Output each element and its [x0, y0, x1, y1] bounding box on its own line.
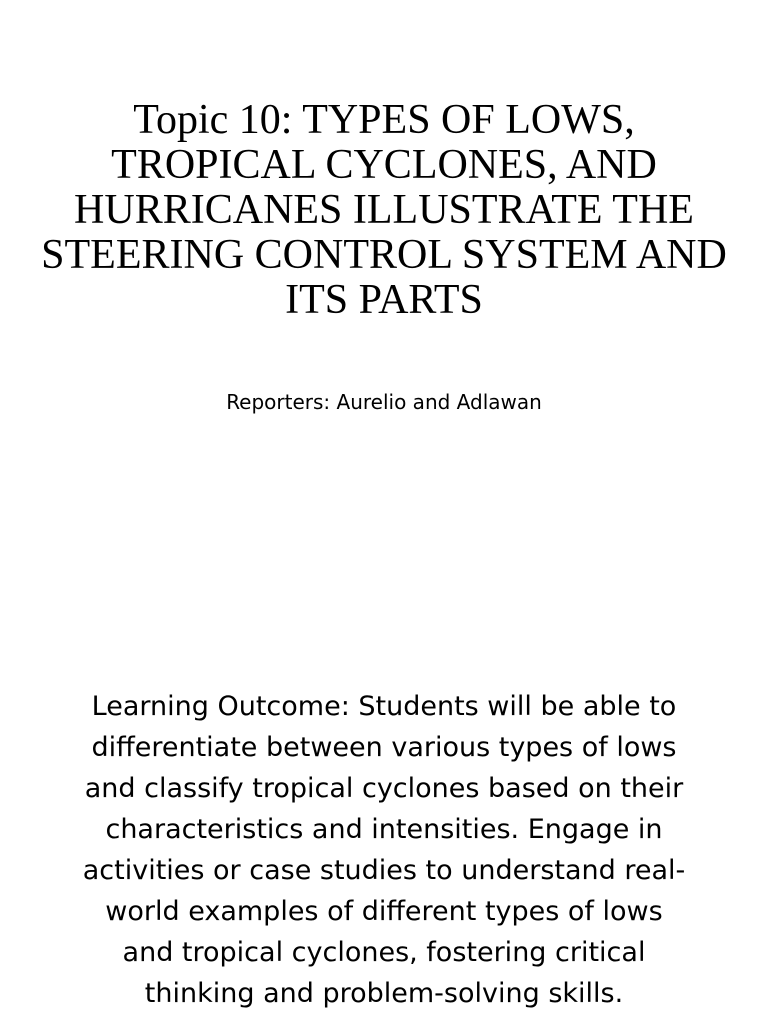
outcome-line: activities or case studies to understand real-	[82, 855, 686, 886]
outcome-line: and classify tropical cyclones based on their	[84, 773, 684, 804]
title-line: ITS PARTS	[285, 277, 483, 323]
title-line: Topic 10: TYPES OF LOWS,	[133, 97, 635, 143]
slide-title	[0, 98, 768, 323]
learning-outcome	[60, 686, 708, 1014]
outcome-line: world examples of different types of lows	[105, 896, 663, 927]
title-line: HURRICANES ILLUSTRATE THE	[74, 187, 694, 233]
outcome-line: characteristics and intensities. Engage in	[105, 814, 663, 845]
outcome-line: Learning Outcome: Students will be able to	[91, 691, 677, 722]
reporters-line: Reporters: Aurelio and Adlawan	[226, 390, 542, 414]
outcome-line: thinking and problem-solving skills.	[144, 978, 624, 1009]
outcome-line: differentiate between various types of lows	[91, 732, 677, 763]
title-line: STEERING CONTROL SYSTEM AND	[41, 232, 727, 278]
outcome-line: and tropical cyclones, fostering critical	[122, 937, 646, 968]
title-line: TROPICAL CYCLONES, AND	[111, 142, 657, 188]
